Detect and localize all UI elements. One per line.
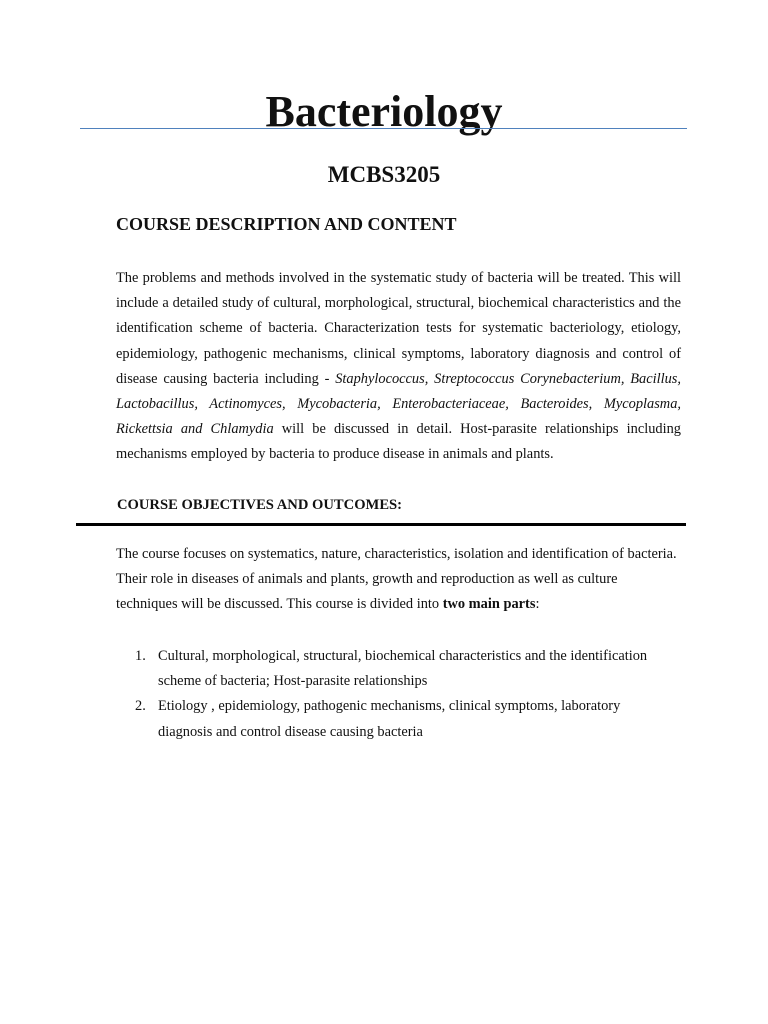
objectives-text-end: : [535,596,540,613]
list-item [116,644,676,694]
objectives-text-start: The course focuses on systematics, nature, characteristics, isolation and identification of bacteria. Their role in diseases of animals and plants, growth and reproduction as well as culture techniques will be discussed. This course is divided into [116,546,677,613]
course-description-paragraph [116,266,681,468]
course-parts-list [116,644,676,745]
title-underline [80,128,687,129]
list-item [116,694,676,744]
course-description-heading: COURSE DESCRIPTION AND CONTENT [116,214,457,234]
course-objectives-paragraph [116,542,681,618]
course-code: MCBS3205 [327,162,441,187]
description-text-start: The problems and methods involved in the systematic study of bacteria will be treated. This will include a detailed study of cultural, morphological, structural, biochemical characteristics and the identification scheme of bacteria. Characterization tests for systematic bacteriology, etiology, epidemiology, pathogenic mechanisms, clinical symptoms, laboratory diagnosis and control of disease causing bacteria including - [116,270,681,387]
list-item-text: Etiology , epidemiology, pathogenic mechanisms, clinical symptoms, laboratory diagnosis and control disease causing bacteria [158,698,621,740]
list-item-text: Cultural, morphological, structural, biochemical characteristics and the identification scheme of bacteria; Host-parasite relationships [158,648,648,690]
organism-list: Staphylococcus, Streptococcus Corynebacterium, Bacillus, Lactobacillus, Actinomyces, Mycobacteria, Enterobacteriaceae, Bacteroides, Mycoplasma, Rickettsia and Chlamydia [116,370,681,438]
list-item-number: 2. [135,698,146,715]
course-objectives-heading: COURSE OBJECTIVES AND OUTCOMES: [117,497,403,513]
document-title: Bacteriology [265,87,503,136]
description-text-end: will be discussed in detail. Host-parasite relationships including mechanisms employed by bacteria to produce disease in animals and plants. [116,421,681,463]
section-divider [76,523,686,526]
list-item-number: 1. [135,648,146,664]
objectives-emphasis: two main parts [442,596,536,613]
